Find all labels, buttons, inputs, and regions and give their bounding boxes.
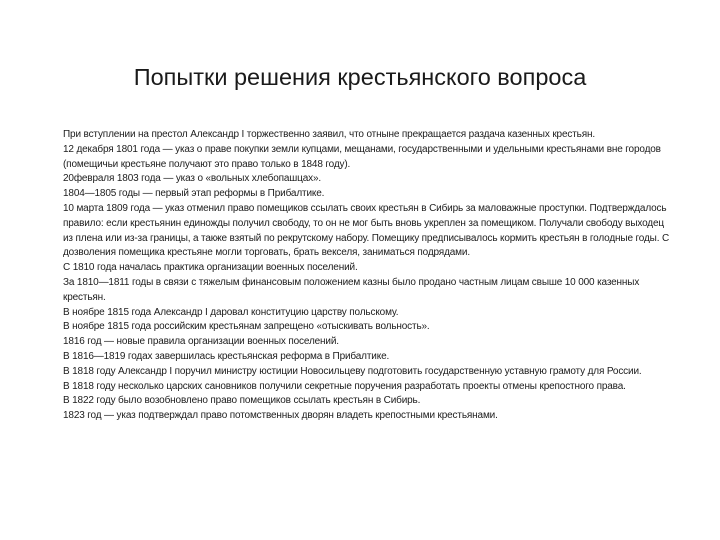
paragraph-9: В ноябре 1815 года российским крестьянам запрещено «отыскивать вольность».: [63, 321, 430, 333]
paragraph-2: 12 декабря 1801 года — указ о праве покупки земли купцами, мещанами, государственными и удельными крестьянами вне городов (помещичьи крестьяне получают это право только в 1848 году).: [63, 143, 661, 170]
paragraph-7: За 1810—1811 годы в связи с тяжелым финансовым положением казны было продано частным лицам свыше 10 000 казенных крестьян.: [63, 276, 640, 303]
paragraph-13: В 1818 году несколько царских сановников получили секретные поручения разработать проекты отмены крепостного права.: [63, 380, 626, 392]
paragraph-4: 1804—1805 годы — первый этап реформы в Прибалтике.: [63, 188, 325, 200]
paragraph-14: В 1822 году было возобновлено право помещиков ссылать крестьян в Сибирь.: [63, 395, 421, 407]
paragraph-3: 20февраля 1803 года — указ о «вольных хлебопашцах».: [63, 173, 322, 185]
slide-title: Попытки решения крестьянского вопроса: [133, 64, 587, 90]
paragraph-1: При вступлении на престол Александр I торжественно заявил, что отныне прекращается раздача казенных крестьян.: [63, 129, 595, 140]
paragraph-8: В ноябре 1815 года Александр I даровал конституцию царству польскому.: [63, 306, 399, 318]
paragraph-10: 1816 год — новые правила организации военных поселений.: [63, 336, 339, 348]
paragraph-11: В 1816—1819 годах завершилась крестьянская реформа в Прибалтике.: [63, 350, 390, 362]
paragraph-12: В 1818 году Александр I поручил министру юстиции Новосильцеву подготовить государственную уставную грамоту для России.: [63, 365, 642, 377]
paragraph-5: 10 марта 1809 года — указ отменил право помещиков ссылать своих крестьян в Сибирь за маловажные проступки. Подтверждалось правило: если крестьянин единожды получил свободу, то он не мог быть вновь укреплен за помещиком. Получали свободу выходец из плена или из-за границы, а также взятый по рекрутскому набору. Помещику предписывалось кормить крестьян в голодные годы. С дозволения помещика крестьяне могли торговать, брать векселя, заниматься подрядами.: [63, 202, 670, 259]
slide-body: [63, 128, 673, 424]
paragraph-6: С 1810 года началась практика организации военных поселений.: [63, 262, 358, 274]
paragraph-15: 1823 год — указ подтверждал право потомственных дворян владеть крепостными крестьянами.: [63, 410, 498, 422]
